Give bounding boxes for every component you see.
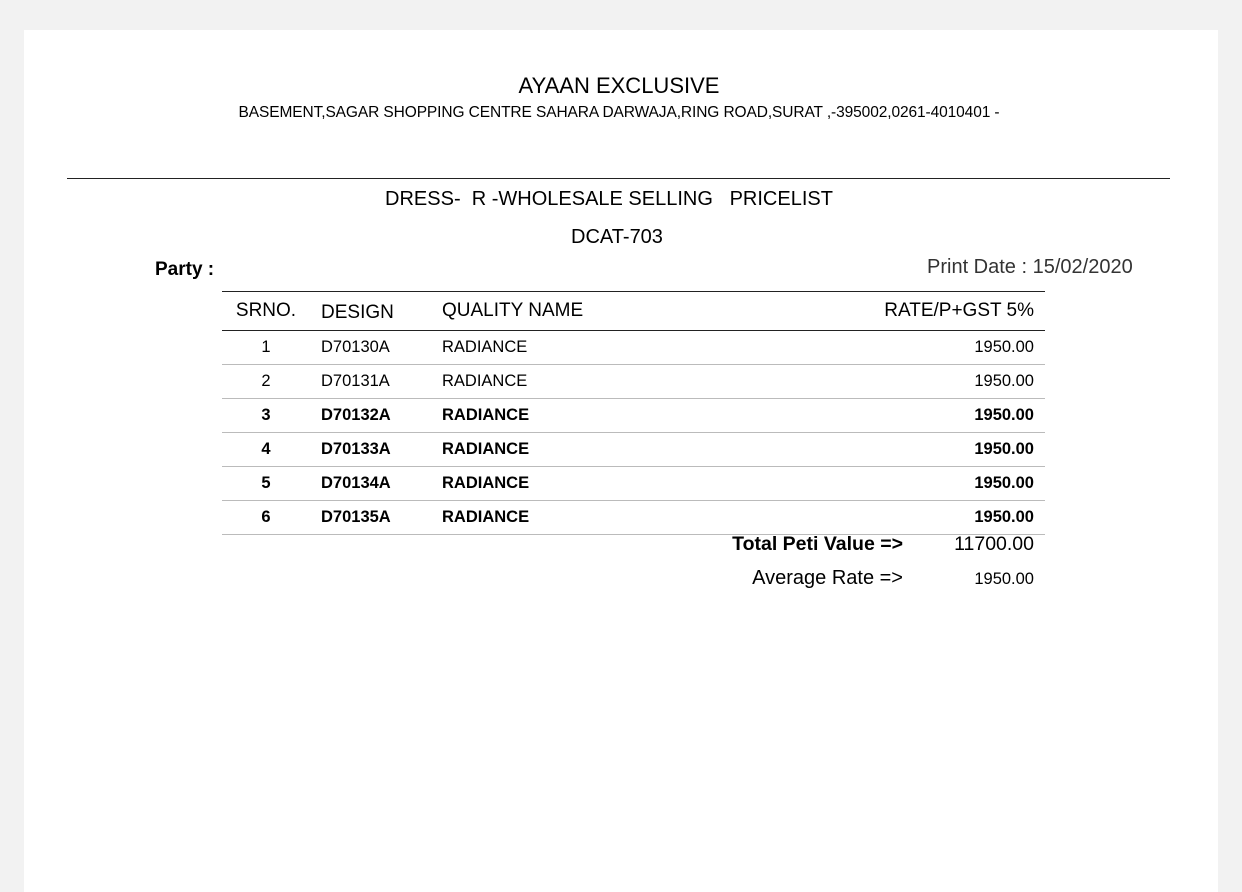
row-design: D70134A [310, 467, 442, 501]
row-srno: 2 [222, 365, 310, 399]
row-quality: RADIANCE [442, 365, 862, 399]
company-address: BASEMENT,SAGAR SHOPPING CENTRE SAHARA DARWAJA,RING ROAD,SURAT ,-395002,0261-4010401 - [238, 104, 1000, 121]
row-rate: 1950.00 [862, 433, 1045, 467]
company-name: AYAAN EXCLUSIVE [518, 73, 720, 98]
row-design: D70130A [310, 331, 442, 365]
header-divider [67, 178, 1170, 179]
row-quality: RADIANCE [442, 331, 862, 365]
row-design: D70132A [310, 399, 442, 433]
total-peti-value-row [24, 533, 1218, 563]
table-row [222, 365, 1045, 399]
row-srno: 3 [222, 399, 310, 433]
row-rate: 1950.00 [862, 365, 1045, 399]
party-label: Party : [155, 259, 215, 280]
row-design: D70131A [310, 365, 442, 399]
row-quality: RADIANCE [442, 467, 862, 501]
row-quality: RADIANCE [442, 399, 862, 433]
column-header-quality: QUALITY NAME [442, 292, 862, 331]
table-row [222, 331, 1045, 365]
print-date: Print Date : 15/02/2020 [927, 256, 1133, 278]
row-design: D70133A [310, 433, 442, 467]
average-rate-value: 1950.00 [974, 570, 1034, 588]
table-row [222, 467, 1045, 501]
row-srno: 6 [222, 501, 310, 535]
average-rate-row [24, 567, 1218, 597]
row-rate: 1950.00 [862, 399, 1045, 433]
row-quality: RADIANCE [442, 501, 862, 535]
catalog-code: DCAT-703 [571, 226, 663, 248]
column-header-srno: SRNO. [222, 292, 310, 331]
price-list-page [24, 30, 1218, 892]
total-peti-value-label: Total Peti Value => [732, 533, 903, 555]
row-rate: 1950.00 [862, 467, 1045, 501]
table-row [222, 433, 1045, 467]
row-quality: RADIANCE [442, 433, 862, 467]
column-header-design: DESIGN [310, 292, 442, 331]
price-table [222, 291, 1045, 535]
row-rate: 1950.00 [862, 331, 1045, 365]
table-row [222, 501, 1045, 535]
table-row [222, 399, 1045, 433]
row-srno: 4 [222, 433, 310, 467]
row-design: D70135A [310, 501, 442, 535]
average-rate-label: Average Rate => [752, 567, 903, 589]
row-srno: 1 [222, 331, 310, 365]
price-list-title: DRESS- R -WHOLESALE SELLING PRICELIST [385, 188, 833, 210]
column-header-rate: RATE/P+GST 5% [862, 292, 1045, 331]
row-rate: 1950.00 [862, 501, 1045, 535]
total-peti-value: 11700.00 [954, 533, 1034, 555]
table-header-row [222, 292, 1045, 331]
row-srno: 5 [222, 467, 310, 501]
